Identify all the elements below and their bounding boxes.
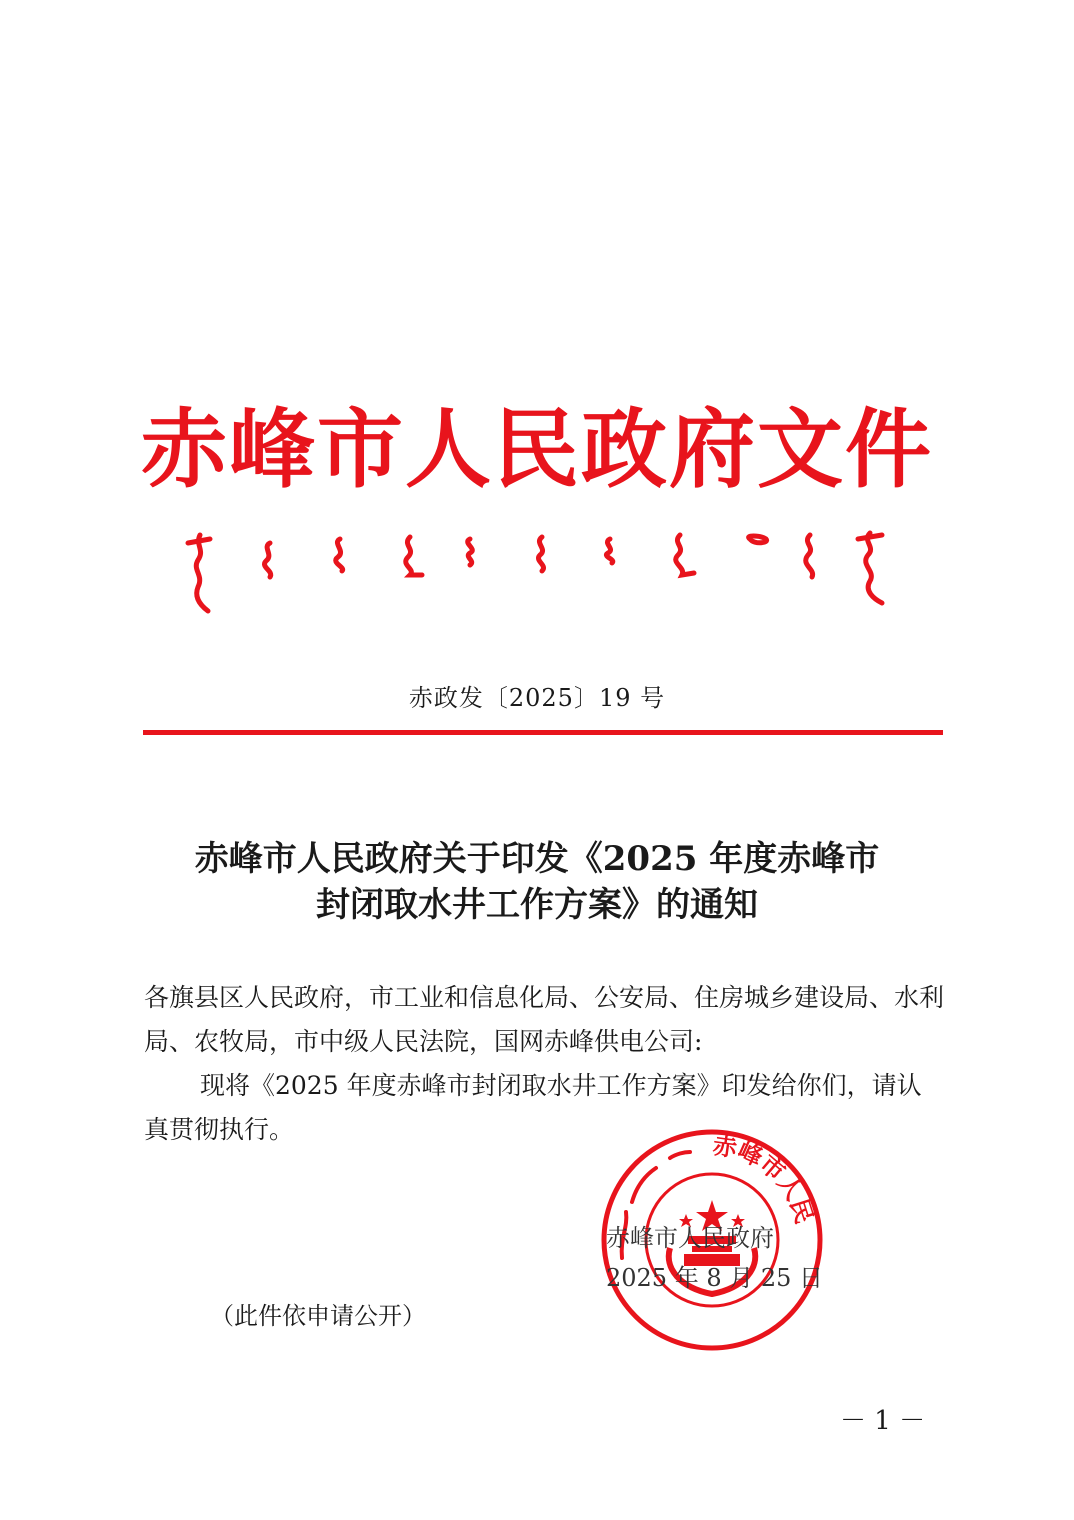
- signature-date: 2025 年 8 月 25 日: [606, 1264, 824, 1292]
- signature-organization: 赤峰市人民政府: [606, 1224, 774, 1252]
- document-number: 赤政发〔2025〕19 号: [408, 684, 666, 712]
- page-number: － 1 －: [840, 1406, 926, 1436]
- red-divider-line: [143, 730, 943, 735]
- svg-text:赤峰市人民: 赤峰市人民: [711, 1131, 819, 1227]
- disclosure-note: （此件依申请公开）: [210, 1302, 426, 1330]
- title-line-1: 赤峰市人民政府关于印发《2025 年度赤峰市: [194, 839, 880, 879]
- document-body: [144, 976, 944, 1152]
- body-paragraph: 现将《2025 年度赤峰市封闭取水井工作方案》印发给你们，请认真贯彻执行。: [144, 1071, 922, 1144]
- mongolian-script-logo: [170, 525, 910, 620]
- document-title: [0, 836, 1074, 928]
- title-line-2: 封闭取水井工作方案》的通知: [316, 885, 758, 925]
- masthead-title: 赤峰市人民政府文件: [141, 400, 933, 500]
- recipients-paragraph: 各旗县区人民政府，市工业和信息化局、公安局、住房城乡建设局、水利局、农牧局，市中级人民法院，国网赤峰供电公司:: [144, 983, 945, 1056]
